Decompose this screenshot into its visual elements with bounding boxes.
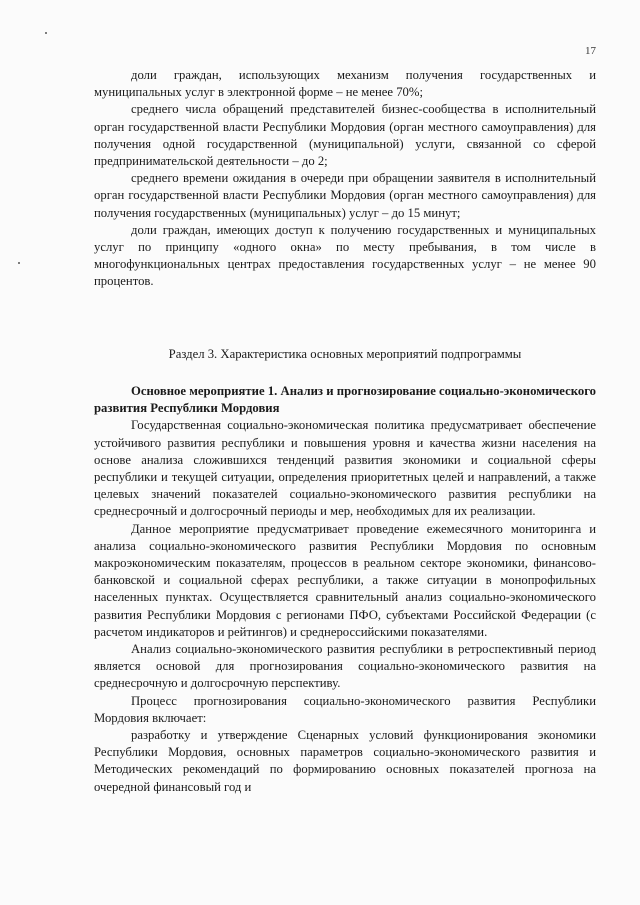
scan-speck xyxy=(18,262,20,264)
paragraph: среднего числа обращений представителей бизнес-сообщества в исполнительный орган государственной власти Республики Мордовия (орган местного самоуправления) для получения одной государственной (муниципальной) услуги, связанной со сферой предпринимательской деятельности – до 2; xyxy=(94,102,596,169)
paragraph-block-indicators xyxy=(94,67,596,291)
paragraph: Процесс прогнозирования социально-экономического развития Республики Мордовия включает: xyxy=(94,693,596,725)
paragraph-block-measures xyxy=(94,383,596,796)
paragraph: Государственная социально-экономическая политика предусматривает обеспечение устойчивого развития республики и повышения уровня и качества жизни населения на основе анализа сложившихся тенденций развития экономики и социальной сферы республики и текущей ситуации, определения приоритетных целей и направлений, а также целевых значений показателей социально-экономического развития республики на среднесрочный и долгосрочный периоды и мер, необходимых для их реализации. xyxy=(94,418,596,519)
paragraph: Анализ социально-экономического развития республики в ретроспективный период является основой для прогнозирования социально-экономического развития на среднесрочную и долгосрочную перспективу. xyxy=(94,642,596,691)
paragraph: доли граждан, имеющих доступ к получению государственных и муниципальных услуг по принципу «одного окна» по месту пребывания, в том числе в многофункциональных центрах предоставления государственных услуг – не менее 90 процентов. xyxy=(94,222,596,289)
paragraph: доли граждан, использующих механизм получения государственных и муниципальных услуг в электронной форме – не менее 70%; xyxy=(94,68,596,100)
measure-heading: Основное мероприятие 1. Анализ и прогнозирование социально-экономического развития Республики Мордовия xyxy=(94,384,596,416)
paragraph: разработку и утверждение Сценарных условий функционирования экономики Республики Мордовия, основных параметров социально-экономического развития и Методических рекомендаций по формированию основных показателей прогноза на очередной финансовый год и xyxy=(94,728,596,794)
section-heading: Раздел 3. Характеристика основных мероприятий подпрограммы xyxy=(168,347,522,361)
paragraph: Данное мероприятие предусматривает проведение ежемесячного мониторинга и анализа социально-экономического развития Республики Мордовия по основным макроэкономическим показателям, процессов в реальном секторе экономики, финансово-банковской и социальной сферах республики, а также ситуации в монопрофильных населенных пунктах. Осуществляется сравнительный анализ социально-экономического развития Республики Мордовия с регионами ПФО, субъектами Российской Федерации (с расчетом индикаторов и рейтингов) и среднероссийскими показателями. xyxy=(94,521,596,639)
page-number: 17 xyxy=(585,45,596,57)
scan-speck xyxy=(45,32,47,34)
section-heading-wrapper xyxy=(94,346,596,363)
paragraph: среднего времени ожидания в очереди при обращении заявителя в исполнительный орган государственной власти Республики Мордовия (орган местного самоуправления) для получения государственных (муниципальных) услуг – до 15 минут; xyxy=(94,171,596,220)
